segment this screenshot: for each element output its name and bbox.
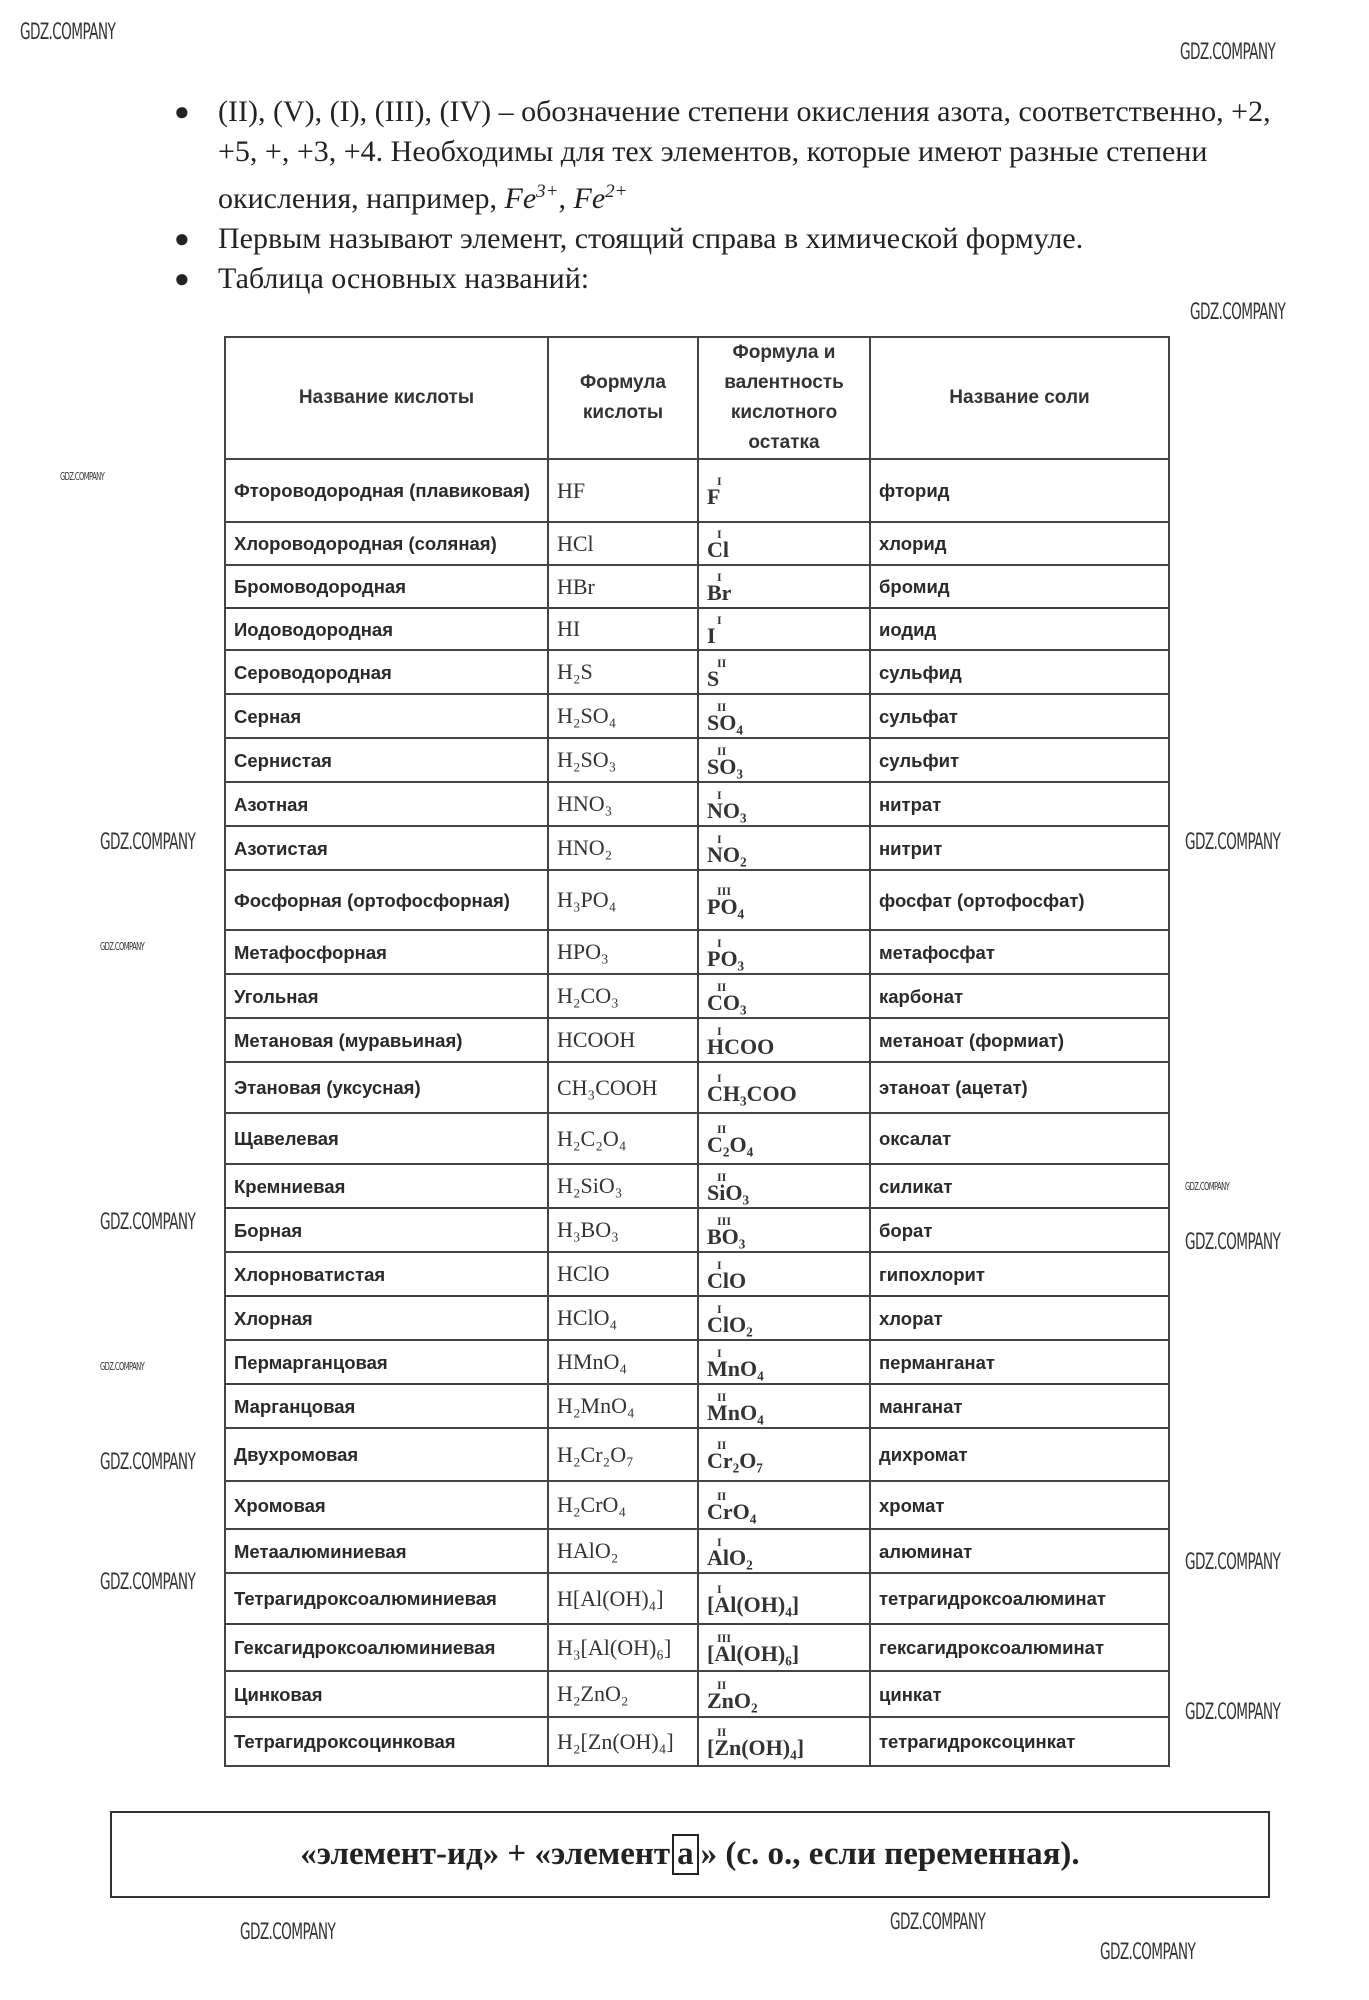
acid-name: Цинковая (225, 1671, 548, 1717)
table-row (225, 930, 1169, 974)
acid-name: Иодоводородная (225, 608, 548, 650)
acid-formula: H₂S (548, 650, 698, 694)
residue-cell (698, 1018, 870, 1062)
residue-cell (698, 870, 870, 930)
acid-name: Бромоводородная (225, 565, 548, 608)
bullet-dot-icon: ● (174, 264, 190, 293)
acid-formula: H₂MnO₄ (548, 1384, 698, 1428)
acid-salt-names-table (224, 336, 1170, 1767)
residue-cell (698, 1624, 870, 1671)
valence: I (717, 831, 722, 846)
salt-name: нитрат (870, 782, 1169, 826)
residue-formula: PO₄ (707, 893, 745, 919)
bullet-dot-icon: ● (174, 224, 190, 253)
residue-cell (698, 1384, 870, 1428)
watermark: GDZ.COMPANY (1180, 40, 1276, 65)
acid-formula: H₂SiO₃ (548, 1164, 698, 1208)
valence: II (717, 1677, 727, 1692)
table-row (225, 870, 1169, 930)
acid-name: Метаалюминиевая (225, 1529, 548, 1573)
acid-name: Фосфорная (ортофосфорная) (225, 870, 548, 930)
acid-formula: H₂C₂O₄ (548, 1113, 698, 1164)
salt-name: оксалат (870, 1113, 1169, 1164)
residue-cell (698, 1481, 870, 1529)
salt-name: иодид (870, 608, 1169, 650)
acid-name: Гексагидроксоалюминиевая (225, 1624, 548, 1671)
table-row (225, 1717, 1169, 1766)
watermark: GDZ.COMPANY (100, 1450, 196, 1475)
table-row (225, 1296, 1169, 1340)
acid-name: Тетрагидроксоалюминиевая (225, 1573, 548, 1624)
residue-formula: CO₃ (707, 989, 747, 1015)
table-row (225, 1481, 1169, 1529)
residue-cell (698, 522, 870, 565)
salt-name: хромат (870, 1481, 1169, 1529)
valence: I (717, 527, 722, 541)
residue-formula: CH₃COO (707, 1081, 797, 1106)
residue-formula: MnO₄ (707, 1355, 764, 1381)
table-row (225, 1062, 1169, 1113)
salt-name: гипохлорит (870, 1252, 1169, 1296)
residue-formula: SiO₃ (707, 1179, 750, 1205)
residue-formula: [Al(OH)₆] (707, 1641, 800, 1666)
bullet-item: ● (II), (V), (I), (III), (IV) – обозначение степени окисления азота, соответственно, +2, +5, +, +3, +4. Необходимы для тех элементов, которые имеют разные степени окисления, например, $Fe^{3+}$, $Fe^{2+}$ (170, 92, 1290, 219)
table-row (225, 459, 1169, 522)
valence: I (717, 1345, 722, 1360)
acid-name: Фтороводородная (плавиковая) (225, 459, 548, 522)
residue-cell (698, 459, 870, 522)
acid-name: Хлороводородная (соляная) (225, 522, 548, 565)
acid-formula: H[Al(OH)₄] (548, 1573, 698, 1624)
acid-name: Марганцовая (225, 1384, 548, 1428)
salt-name: алюминат (870, 1529, 1169, 1573)
watermark: GDZ.COMPANY (100, 1570, 196, 1595)
acid-formula: H₂CO₃ (548, 974, 698, 1018)
acid-name: Пермарганцовая (225, 1340, 548, 1384)
acid-formula: HClO₄ (548, 1296, 698, 1340)
salt-name: нитрит (870, 826, 1169, 870)
acid-name: Хлорноватистая (225, 1252, 548, 1296)
table-row (225, 1252, 1169, 1296)
salt-name: карбонат (870, 974, 1169, 1018)
acid-name: Хлорная (225, 1296, 548, 1340)
acid-formula: HAlO₂ (548, 1529, 698, 1573)
table-row (225, 1428, 1169, 1481)
residue-cell (698, 650, 870, 694)
salt-name: фторид (870, 459, 1169, 522)
residue-cell (698, 738, 870, 782)
salt-name: гексагидроксоалюминат (870, 1624, 1169, 1671)
table-row (225, 1340, 1169, 1384)
salt-name: метаноат (формиат) (870, 1018, 1169, 1062)
acid-name: Тетрагидроксоцинковая (225, 1717, 548, 1766)
acid-formula: HCOOH (548, 1018, 698, 1062)
table-row (225, 826, 1169, 870)
acid-formula: HI (548, 608, 698, 650)
salt-name: хлорат (870, 1296, 1169, 1340)
residue-formula: NO₂ (707, 841, 747, 867)
valence: II (717, 1169, 727, 1184)
residue-formula: CrO₄ (707, 1498, 757, 1524)
watermark: GDZ.COMPANY (890, 1910, 986, 1935)
residue-cell (698, 1252, 870, 1296)
watermark: GDZ.COMPANY (240, 1920, 336, 1945)
naming-rule-box: «элемент-ид» + «элемент а » (с. о., если переменная). (110, 1811, 1270, 1898)
residue-formula: ClO₂ (707, 1311, 753, 1337)
residue-cell (698, 1164, 870, 1208)
acid-name: Азотная (225, 782, 548, 826)
salt-name: фосфат (ортофосфат) (870, 870, 1169, 930)
acid-formula: H₂Cr₂O₇ (548, 1428, 698, 1481)
table-row (225, 1384, 1169, 1428)
bullet-list (170, 92, 1290, 299)
residue-cell (698, 1062, 870, 1113)
residue-cell (698, 1113, 870, 1164)
watermark: GDZ.COMPANY (1185, 1700, 1281, 1725)
valence: II (717, 1488, 727, 1503)
valence: I (717, 1582, 722, 1596)
residue-cell (698, 1208, 870, 1252)
salt-name: сульфат (870, 694, 1169, 738)
acid-formula: H₂CrO₄ (548, 1481, 698, 1529)
residue-cell (698, 826, 870, 870)
watermark: GDZ.COMPANY (1185, 830, 1281, 855)
bullet-item: ● Таблица основных названий: (170, 259, 1290, 299)
salt-name: бромид (870, 565, 1169, 608)
table-row (225, 1671, 1169, 1717)
residue-formula: [Al(OH)₄] (707, 1592, 800, 1617)
acid-formula: HBr (548, 565, 698, 608)
acid-formula: HCl (548, 522, 698, 565)
residue-formula: MnO₄ (707, 1399, 764, 1425)
residue-formula: BO₃ (707, 1223, 746, 1249)
watermark: GDZ.COMPANY (100, 830, 196, 855)
bullet-dot-icon: ● (174, 97, 190, 126)
residue-formula: Cl (707, 537, 729, 562)
acid-name: Угольная (225, 974, 548, 1018)
salt-name: цинкат (870, 1671, 1169, 1717)
acid-name: Двухромовая (225, 1428, 548, 1481)
valence: I (717, 612, 722, 627)
acid-formula: H₂SO₃ (548, 738, 698, 782)
acid-formula: H₃BO₃ (548, 1208, 698, 1252)
residue-formula: ClO (707, 1267, 747, 1293)
table-row (225, 738, 1169, 782)
acid-formula: H₃PO₄ (548, 870, 698, 930)
table-row (225, 1018, 1169, 1062)
watermark: GDZ.COMPANY (100, 940, 145, 953)
acid-name: Азотистая (225, 826, 548, 870)
valence: II (717, 699, 727, 714)
watermark: GDZ.COMPANY (1190, 300, 1286, 325)
header-acid-name: Название кислоты (225, 337, 548, 459)
table-header-row (225, 337, 1169, 459)
table-row (225, 1164, 1169, 1208)
residue-cell (698, 1573, 870, 1624)
table-row (225, 522, 1169, 565)
salt-name: перманганат (870, 1340, 1169, 1384)
header-residue-formula: Формула и валентность кислотного остатка (698, 337, 870, 459)
acid-name: Борная (225, 1208, 548, 1252)
acid-formula: H₂ZnO₂ (548, 1671, 698, 1717)
residue-cell (698, 608, 870, 650)
watermark: GDZ.COMPANY (100, 1210, 196, 1235)
residue-formula: C₂O₄ (707, 1132, 754, 1157)
residue-formula: SO₃ (707, 753, 743, 779)
valence: I (717, 1023, 722, 1038)
salt-name: тетрагидроксоалюминат (870, 1573, 1169, 1624)
watermark: GDZ.COMPANY (20, 20, 116, 45)
acid-formula: HNO₂ (548, 826, 698, 870)
header-salt-name: Название соли (870, 337, 1169, 459)
table-row (225, 1624, 1169, 1671)
residue-cell (698, 1717, 870, 1766)
acid-name: Щавелевая (225, 1113, 548, 1164)
residue-cell (698, 1529, 870, 1573)
residue-cell (698, 694, 870, 738)
table-row (225, 608, 1169, 650)
residue-formula: Br (707, 580, 732, 605)
residue-cell (698, 565, 870, 608)
salt-name: тетрагидроксоцинкат (870, 1717, 1169, 1766)
residue-formula: AlO₂ (707, 1544, 753, 1570)
table-row (225, 974, 1169, 1018)
residue-cell (698, 974, 870, 1018)
residue-formula: [Zn(OH)₄] (707, 1735, 805, 1760)
salt-name: борат (870, 1208, 1169, 1252)
watermark: GDZ.COMPANY (1185, 1230, 1281, 1255)
watermark: GDZ.COMPANY (1100, 1940, 1196, 1965)
valence: I (717, 1071, 722, 1085)
residue-formula: HCOO (707, 1033, 775, 1059)
residue-formula: ZnO₂ (707, 1687, 758, 1713)
residue-formula: I (707, 622, 716, 648)
valence: I (717, 1257, 722, 1272)
acid-name: Метафосфорная (225, 930, 548, 974)
salt-name: метафосфат (870, 930, 1169, 974)
watermark: GDZ.COMPANY (1185, 1180, 1230, 1193)
residue-cell (698, 1340, 870, 1384)
acid-formula: HF (548, 459, 698, 522)
table-row (225, 650, 1169, 694)
salt-name: манганат (870, 1384, 1169, 1428)
acid-name: Серная (225, 694, 548, 738)
acid-name: Хромовая (225, 1481, 548, 1529)
bullet-item: ● Первым называют элемент, стоящий справа в химической формуле. (170, 219, 1290, 259)
valence: II (717, 1438, 727, 1452)
acid-formula: CH₃COOH (548, 1062, 698, 1113)
salt-name: этаноат (ацетат) (870, 1062, 1169, 1113)
acid-formula: HMnO₄ (548, 1340, 698, 1384)
valence: III (717, 883, 732, 898)
valence: I (717, 935, 722, 950)
residue-cell (698, 930, 870, 974)
acid-name: Метановая (муравьиная) (225, 1018, 548, 1062)
acid-name: Сероводородная (225, 650, 548, 694)
valence: I (717, 570, 722, 584)
valence: II (717, 1389, 727, 1404)
acid-formula: HClO (548, 1252, 698, 1296)
valence: I (717, 474, 722, 488)
valence: II (717, 979, 727, 994)
valence: I (717, 787, 722, 802)
valence: I (717, 1301, 722, 1316)
salt-name: сульфид (870, 650, 1169, 694)
acid-formula: HNO₃ (548, 782, 698, 826)
residue-formula: Cr₂O₇ (707, 1448, 763, 1473)
table-row (225, 694, 1169, 738)
acid-name: Этановая (уксусная) (225, 1062, 548, 1113)
watermark: GDZ.COMPANY (100, 1360, 145, 1373)
salt-name: силикат (870, 1164, 1169, 1208)
valence: II (717, 655, 727, 670)
residue-cell (698, 1671, 870, 1717)
residue-formula: PO₃ (707, 945, 745, 971)
salt-name: дихромат (870, 1428, 1169, 1481)
acid-formula: H₂SO₄ (548, 694, 698, 738)
residue-formula: SO₄ (707, 709, 743, 735)
residue-formula: S (707, 665, 720, 691)
salt-name: хлорид (870, 522, 1169, 565)
residue-formula: F (707, 484, 721, 509)
valence: II (717, 1725, 727, 1739)
valence: III (717, 1213, 732, 1228)
acid-formula: H₃[Al(OH)₆] (548, 1624, 698, 1671)
table-row (225, 1573, 1169, 1624)
residue-formula: NO₃ (707, 797, 747, 823)
watermark: GDZ.COMPANY (1185, 1550, 1281, 1575)
salt-name: сульфит (870, 738, 1169, 782)
table-row (225, 565, 1169, 608)
table-row (225, 782, 1169, 826)
valence: III (717, 1631, 732, 1645)
valence: II (717, 743, 727, 758)
residue-cell (698, 1296, 870, 1340)
watermark: GDZ.COMPANY (60, 470, 105, 483)
residue-cell (698, 782, 870, 826)
table-row (225, 1529, 1169, 1573)
valence: I (717, 1534, 722, 1549)
valence: II (717, 1122, 727, 1136)
table-row (225, 1208, 1169, 1252)
residue-cell (698, 1428, 870, 1481)
acid-name: Кремниевая (225, 1164, 548, 1208)
acid-formula: HPO₃ (548, 930, 698, 974)
acid-name: Сернистая (225, 738, 548, 782)
acid-formula: H₂[Zn(OH)₄] (548, 1717, 698, 1766)
table-row (225, 1113, 1169, 1164)
header-acid-formula: Формула кислоты (548, 337, 698, 459)
